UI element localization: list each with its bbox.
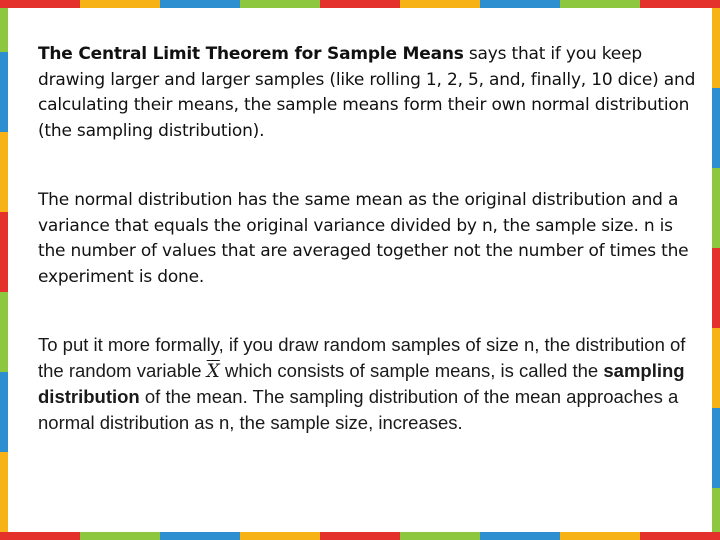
border-segment	[712, 488, 720, 532]
border-segment	[0, 0, 80, 8]
border-segment	[0, 372, 8, 452]
border-segment	[712, 8, 720, 88]
border-segment	[80, 532, 160, 540]
border-segment	[400, 0, 480, 8]
slide-content	[8, 8, 712, 532]
border-segment	[712, 88, 720, 168]
border-segment	[0, 532, 80, 540]
border-segment	[560, 532, 640, 540]
theorem-title: The Central Limit Theorem for Sample Means	[38, 44, 464, 64]
border-segment	[480, 532, 560, 540]
x-bar-symbol: $\overline{X}$	[206, 360, 220, 382]
border-segment	[712, 248, 720, 328]
border-segment	[160, 0, 240, 8]
sampling-distribution-term: sampling distribution	[38, 359, 685, 407]
border-segment	[640, 532, 720, 540]
border-segment	[240, 0, 320, 8]
border-segment	[480, 0, 560, 8]
border-segment	[560, 0, 640, 8]
border-segment	[712, 408, 720, 488]
border-segment	[400, 532, 480, 540]
border-segment	[712, 168, 720, 248]
formal-text-b: which consists of sample means, is called the	[219, 359, 604, 381]
border-segment	[0, 52, 8, 132]
border-segment	[712, 328, 720, 408]
paragraph-clt-intro	[38, 42, 698, 144]
border-segment	[240, 532, 320, 540]
border-segment	[160, 532, 240, 540]
intro-text: says that if you keep drawing larger and larger samples (like rolling 1, 2, 5, and, finally, 10 dice) and calculating their means, the sample means form their own normal distribution (the sampling distribution).	[38, 44, 696, 141]
border-segment	[640, 0, 720, 8]
border-segment	[0, 8, 8, 52]
border-segment	[0, 132, 8, 212]
border-segment	[80, 0, 160, 8]
border-segment	[0, 452, 8, 532]
border-segment	[0, 212, 8, 292]
border-segment	[320, 0, 400, 8]
formal-text-a: To put it more formally, if you draw random samples of size n, the distribution of the random variable	[38, 334, 686, 381]
formal-text-c: of the mean. The sampling distribution of the mean approaches a normal distribution as n, the sample size, increases.	[38, 386, 679, 433]
border-segment	[0, 292, 8, 372]
paragraph-normal-distribution: The normal distribution has the same mean as the original distribution and a variance that equals the original variance divided by n, the sample size. n is the number of values that are averaged together not the number of times the experiment is done.	[38, 190, 689, 287]
border-segment	[320, 532, 400, 540]
paragraph-formal-definition	[38, 332, 698, 435]
